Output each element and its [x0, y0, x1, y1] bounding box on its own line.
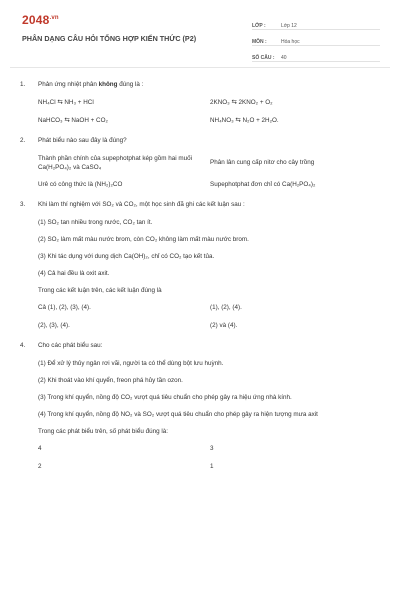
- question-prompt: Trong các phát biểu trên, số phát biểu đúng là:: [38, 428, 168, 435]
- question-4: [20, 341, 380, 472]
- question-text: Phát biểu nào sau đây là đúng?: [38, 137, 127, 144]
- question-text-part: Phản ứng nhiệt phân: [38, 81, 99, 88]
- statement: (2) Khi thoát vào khí quyển, freon phá hủy tần ozon.: [38, 377, 183, 384]
- count-label: SỐ CÂU :: [252, 55, 275, 61]
- question-number: 2.: [20, 137, 26, 144]
- subject-value: Hóa học: [281, 39, 300, 45]
- question-prompt: Trong các kết luận trên, các kết luận đúng là: [38, 287, 162, 294]
- answer-option[interactable]: 3: [210, 445, 214, 452]
- meta-subject: [252, 30, 380, 46]
- answer-option[interactable]: 4: [38, 445, 42, 452]
- answer-option[interactable]: Phân lân cung cấp nitơ cho cây trồng: [210, 159, 315, 166]
- answer-option[interactable]: 2: [38, 463, 42, 470]
- answer-option[interactable]: NH₄Cl ⇆ NH₃ + HCl: [38, 99, 94, 106]
- answer-option[interactable]: Urê có công thức là (NH₂)₂CO: [38, 181, 123, 188]
- meta-box: [252, 14, 380, 62]
- question-number: 1.: [20, 81, 26, 88]
- question-text: [38, 80, 380, 90]
- question-2: [20, 136, 380, 190]
- statement: (3) Khi tác dụng với dung dịch Ca(OH)₂, chỉ có CO₂ tạo kết tủa.: [38, 253, 215, 260]
- answer-option[interactable]: Supephotphat đơn chỉ có Ca(H₂PO₄)₂: [210, 181, 316, 188]
- answer-option[interactable]: NaHCO₃ ⇆ NaOH + CO₂: [38, 117, 108, 124]
- question-3: [20, 200, 380, 331]
- class-value: Lớp 12: [281, 23, 297, 29]
- logo-suffix: .vn: [49, 15, 59, 21]
- question-text: Cho các phát biểu sau:: [38, 342, 103, 349]
- page-title: PHÂN DẠNG CÂU HỎI TỔNG HỢP KIẾN THỨC (P2): [22, 34, 197, 43]
- question-text-part: đúng là :: [117, 81, 144, 88]
- meta-count: [252, 46, 380, 62]
- question-1: [20, 80, 380, 126]
- logo-main: 2048: [22, 13, 50, 27]
- question-number: 3.: [20, 201, 26, 208]
- question-number: 4.: [20, 342, 26, 349]
- header-divider: [10, 67, 390, 68]
- answer-option[interactable]: 1: [210, 463, 214, 470]
- statement: (4) Cả hai đều là oxit axit.: [38, 270, 110, 277]
- answer-option[interactable]: Thành phần chính của supephotphat kép gồm hai muối Ca(H₂PO₄)₂ và CaSO₄: [38, 155, 193, 171]
- header: [0, 0, 400, 72]
- question-text-emphasis: không: [98, 81, 118, 88]
- answer-option[interactable]: (2), (3), (4).: [38, 322, 70, 329]
- answer-option[interactable]: (2) và (4).: [210, 322, 238, 329]
- question-list: [20, 80, 380, 482]
- statement: (2) SO₂ làm mất màu nước brom, còn CO₂ không làm mất màu nước brom.: [38, 236, 249, 243]
- answer-option[interactable]: 2KNO₃ ⇆ 2KNO₂ + O₂: [210, 99, 273, 106]
- statement: (1) Để xử lý thủy ngân rơi vãi, người ta có thể dùng bột lưu huỳnh.: [38, 360, 224, 367]
- statement: (4) Trong khí quyển, nồng độ NO₂ và SO₂ vượt quá tiêu chuẩn cho phép gây ra hiện tượng mưa axit: [38, 411, 318, 418]
- statement: (1) SO₂ tan nhiều trong nước, CO₂ tan ít.: [38, 219, 153, 226]
- question-text: Khi làm thí nghiệm với SO₂ và CO₂, một học sinh đã ghi các kết luận sau :: [38, 201, 245, 208]
- meta-class: [252, 14, 380, 30]
- answer-option[interactable]: Cả (1), (2), (3), (4).: [38, 304, 91, 311]
- answer-option[interactable]: (1), (2), (4).: [210, 304, 242, 311]
- class-label: LỚP :: [252, 23, 266, 29]
- subject-label: MÔN :: [252, 39, 267, 45]
- logo[interactable]: [22, 13, 59, 27]
- count-value: 40: [281, 55, 287, 61]
- answer-option[interactable]: NH₄NO₃ ⇆ N₂O + 2H₂O.: [210, 117, 279, 124]
- statement: (3) Trong khí quyển, nồng độ CO₂ vượt quá tiêu chuẩn cho phép gây ra hiệu ứng nhà kính.: [38, 394, 292, 401]
